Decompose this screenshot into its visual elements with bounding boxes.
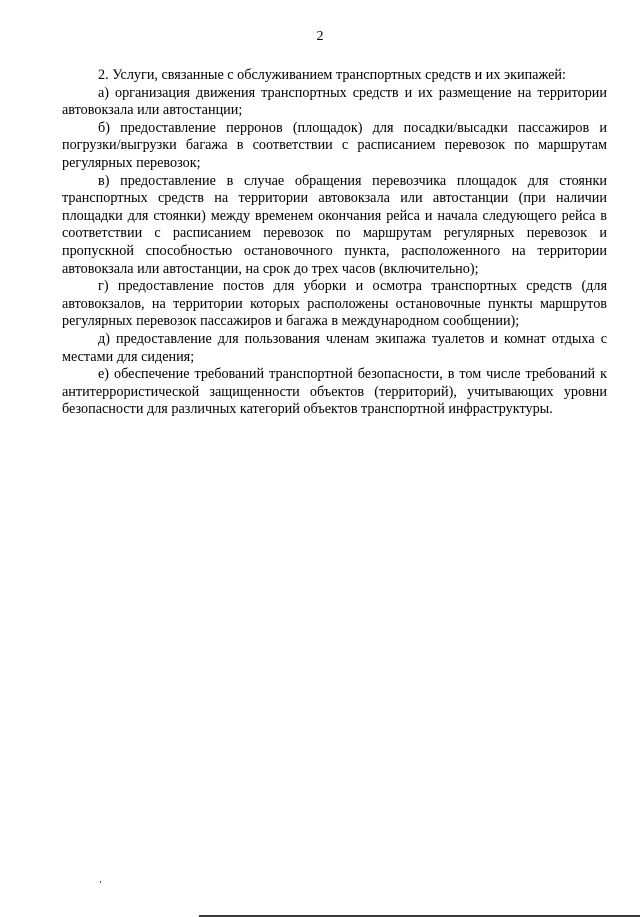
document-body — [62, 67, 607, 419]
scan-speck-mark: ‚ — [99, 874, 102, 884]
paragraph-item-e: е) обеспечение требований транспортной безопасности, в том числе требований к антитеррористической защищенности объектов (территорий), учитывающих уровни безопасности для различных категорий объектов транспортной инфраструктуры. — [62, 366, 607, 418]
paragraph-item-b: б) предоставление перронов (площадок) для посадки/высадки пассажиров и погрузки/выгрузки багажа в соответствии с расписанием перевозок по маршрутам регулярных перевозок; — [62, 119, 607, 171]
paragraph-item-g: г) предоставление постов для уборки и осмотра транспортных средств (для автовокзалов, на территории которых расположены остановочные пункты маршрутов регулярных перевозок пассажиров и багажа в международном сообщении); — [62, 278, 607, 330]
paragraph-item-d: д) предоставление для пользования членам экипажа туалетов и комнат отдыха с местами для сидения; — [62, 330, 607, 365]
paragraph-item-a: а) организация движения транспортных средств и их размещение на территории автовокзала или автостанции; — [62, 84, 607, 119]
paragraph-services-heading: 2. Услуги, связанные с обслуживанием транспортных средств и их экипажей: — [98, 67, 566, 83]
page-number: 2 — [316, 29, 324, 44]
paragraph-item-v: в) предоставление в случае обращения перевозчика площадок для стоянки транспортных средств на территории автовокзала или автостанции (при наличии площадки для стоянки) между временем окончания рейса и начала следующего рейса в соответствии с расписанием перевозок по маршрутам регулярных перевозок и пропускной способностью остановочного пункта, расположенного на территории автовокзала или автостанции, на срок до трех часов (включительно); — [62, 172, 607, 277]
